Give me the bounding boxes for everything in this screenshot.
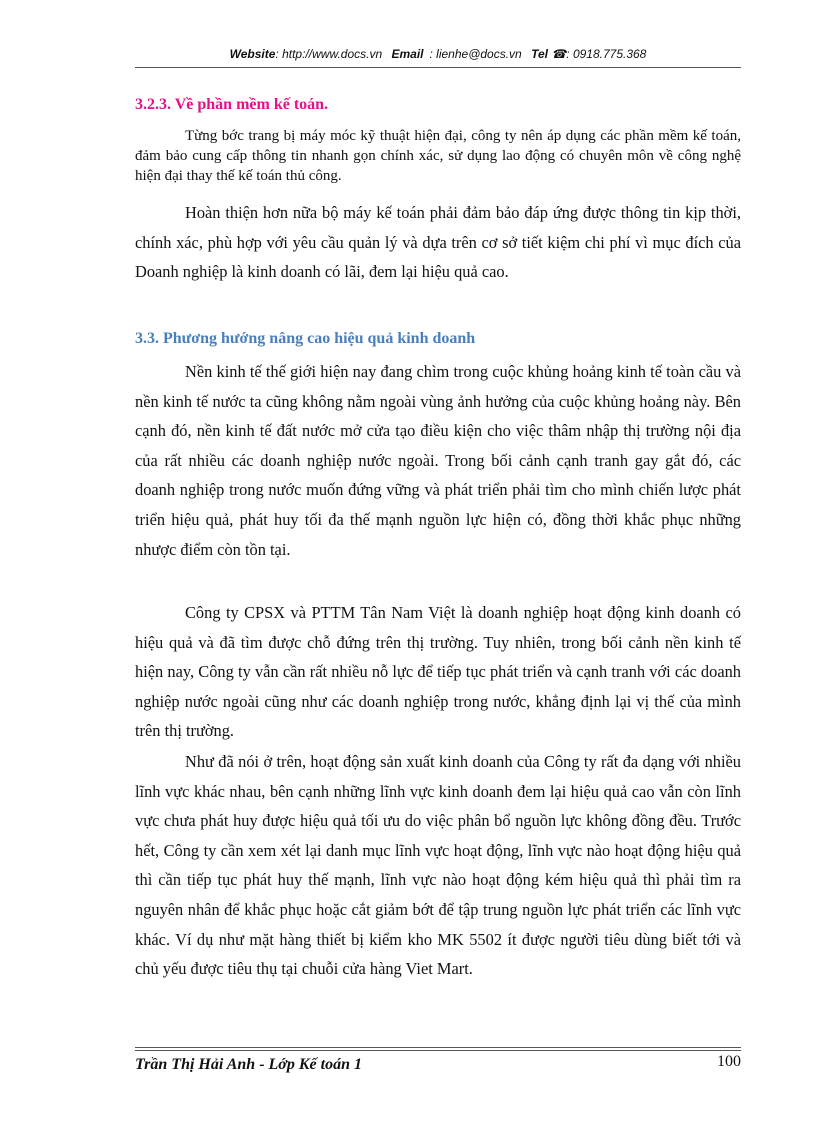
paragraph-33-3: Như đã nói ở trên, hoạt động sản xuất kinh doanh của Công ty rất đa dạng với nhiều lĩnh vực khác nhau, bên cạnh những lĩnh vực kinh doanh đem lại hiệu quả cao vẫn còn lĩnh vực chưa phát huy được hiệu quả tối ưu do việc phân bổ nguồn lực không đồng đều. Trước hết, Công ty cần xem xét lại danh mục lĩnh vực hoạt động, lĩnh vực nào hoạt động hiệu quả thì cần tiếp tục phát huy thế mạnh, lĩnh vực nào hoạt động kém hiệu quả thì phải tìm ra nguyên nhân để khắc phục hoặc cắt giảm bớt để tập trung nguồn lực phát triển các lĩnh vực khác. Ví dụ như mặt hàng thiết bị kiểm kho MK 5502 ít được người tiêu dùng biết tới và chủ yếu được tiêu thụ tại chuỗi cửa hàng Viet Mart.	[135, 752, 741, 979]
paragraph-33-1: Nền kinh tế thế giới hiện nay đang chìm trong cuộc khủng hoảng kinh tế toàn cầu và nền kinh tế nước ta cũng không nằm ngoài vùng ảnh hưởng của cuộc khủng hoảng này. Bên cạnh đó, nền kinh tế đất nước mở cửa tạo điều kiện cho việc thâm nhập thị trường nội địa của rất nhiều các doanh nghiệp nước ngoài. Trong bối cảnh cạnh tranh gay gắt đó, các doanh nghiệp trong nước muốn đứng vững và phát triển phải tìm cho mình chiến lược phát triển hiệu quả, phát huy tối đa thế mạnh nguồn lực hiện có, đồng thời khắc phục những nhược điểm còn tồn tại.	[135, 362, 741, 559]
tel-value: : 0918.775.368	[566, 47, 647, 61]
paragraph-33-2: Công ty CPSX và PTTM Tân Nam Việt là doanh nghiệp hoạt động kinh doanh có hiệu quả và đã tìm được chỗ đứng trên thị trường. Tuy nhiên, trong bối cảnh nền kinh tế hiện nay, Công ty vẫn cần rất nhiều nỗ lực để tiếp tục phát triển và cạnh tranh với các doanh nghiệp nước ngoài cũng như các doanh nghiệp trong nước, khẳng định lại vị thế của mình trên thị trường.	[135, 603, 741, 741]
footer-author: Trần Thị Hải Anh - Lớp Kế toán 1	[135, 1056, 362, 1073]
heading-3-3: 3.3. Phương hướng nâng cao hiệu quả kinh doanh	[135, 330, 476, 347]
heading-3-2-3: 3.2.3. Về phần mềm kế toán.	[135, 96, 329, 113]
email-value: : lienhe@docs.vn	[429, 47, 522, 61]
tel-label: Tel	[531, 47, 548, 61]
paragraph-322-2: Hoàn thiện hơn nữa bộ máy kế toán phải đảm bảo đáp ứng được thông tin kịp thời, chính xác, phù hợp với yêu cầu quản lý và dựa trên cơ sở tiết kiệm chi phí vì mục đích của Doanh nghiệp là kinh doanh có lãi, đem lại hiệu quả cao.	[135, 203, 741, 282]
telephone-icon: ☎	[551, 47, 567, 61]
page-header	[135, 47, 741, 61]
footer-rule-top	[135, 1047, 741, 1048]
website-label: Website	[229, 47, 276, 61]
paragraph-322-1: Từng bớc trang bị máy móc kỹ thuật hiện đại, công ty nên áp dụng các phần mềm kế toán, đảm bảo cung cấp thông tin nhanh gọn chính xác, sử dụng lao động có chuyên môn về công nghệ hiện đại thay thế kế toán thủ công.	[135, 128, 741, 184]
footer-rule-bottom	[135, 1050, 741, 1051]
header-rule	[135, 67, 741, 68]
website-value: : http://www.docs.vn	[275, 47, 383, 61]
email-label: Email	[391, 47, 424, 61]
page-number: 100	[717, 1053, 741, 1070]
